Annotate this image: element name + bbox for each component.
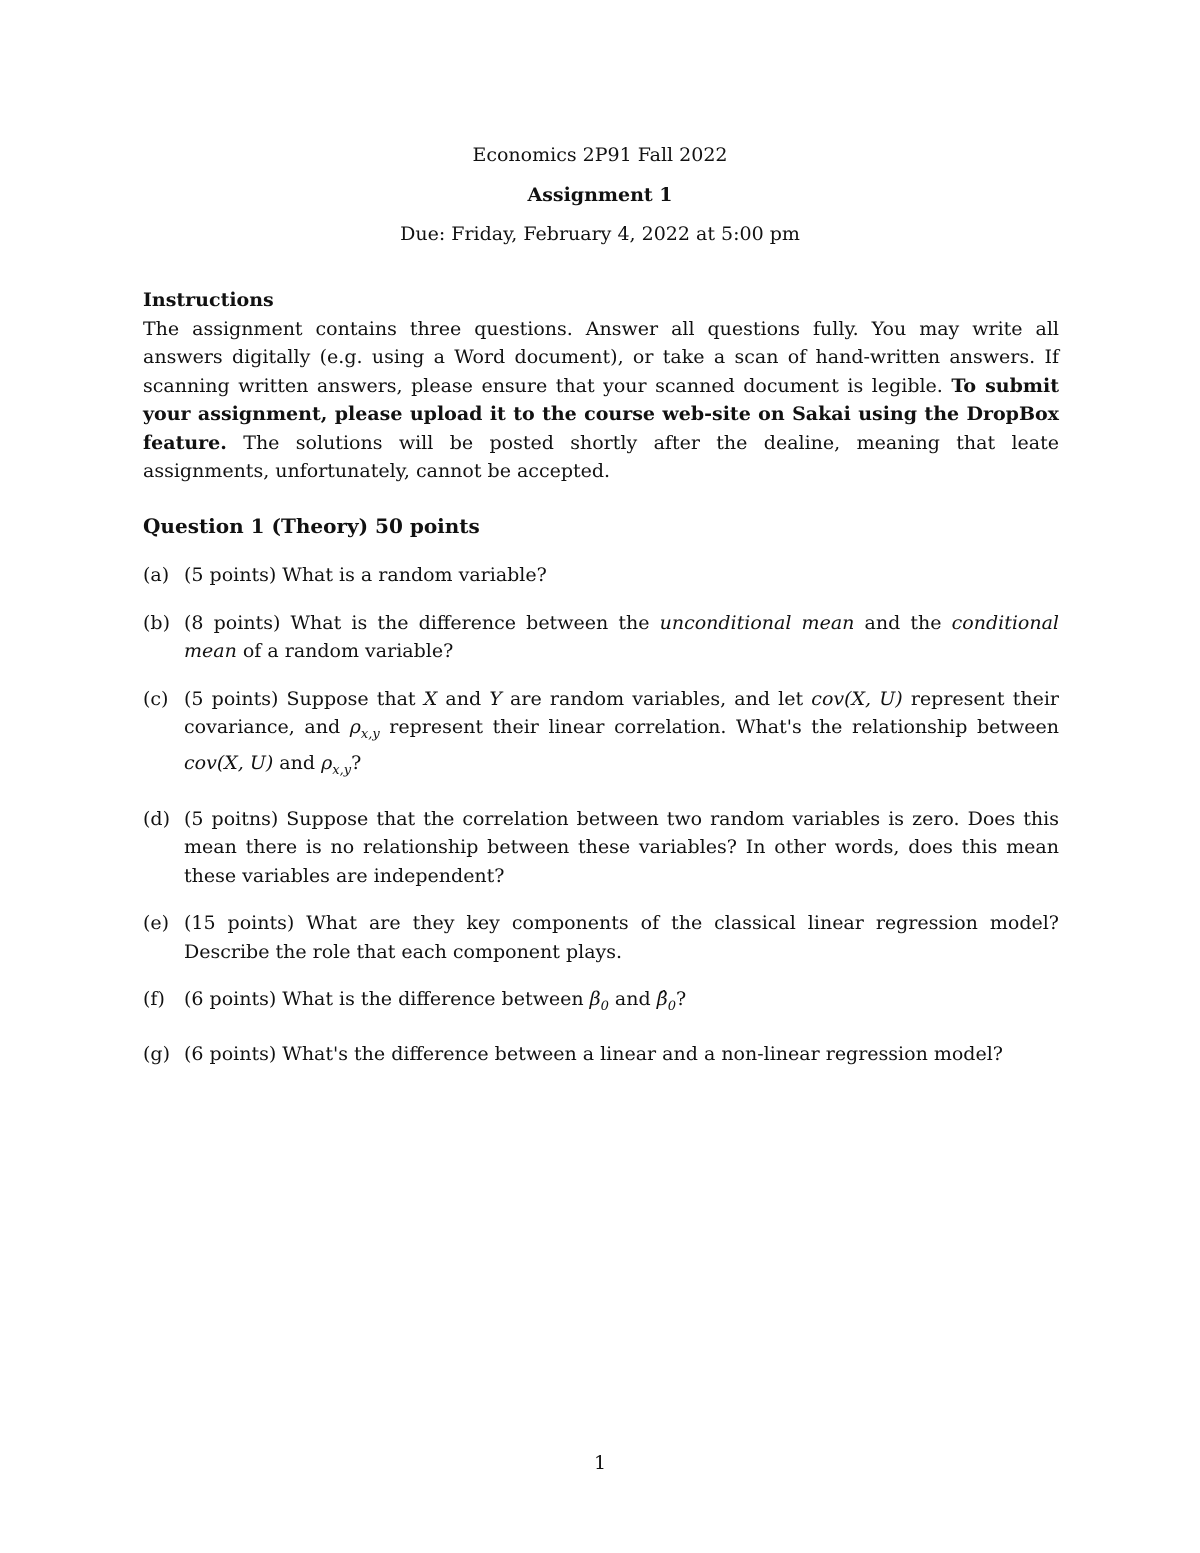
question-item-a — [143, 561, 1059, 590]
item-text-part: ? — [351, 752, 362, 775]
math-subscript: 0 — [600, 998, 609, 1014]
item-label: (c) — [143, 687, 169, 710]
item-text-part: are random variables, and let — [501, 687, 812, 710]
item-label: (f) — [143, 988, 165, 1011]
instructions-body — [143, 315, 1059, 486]
instructions-submit-text: To submit your assignment, please upload it to the course web-site on Sakai using the DropBox feature. — [143, 374, 1060, 454]
item-text — [184, 612, 1059, 663]
due-date: Due: Friday, February 4, 2022 at 5:00 pm — [400, 223, 800, 245]
assignment-title: Assignment 1 — [527, 184, 673, 206]
question-1-list — [143, 561, 1059, 1088]
math-subscript: x,y — [360, 726, 380, 742]
instructions-heading: Instructions — [143, 289, 274, 311]
math-symbol: β — [589, 988, 601, 1011]
question-item-b — [143, 609, 1059, 666]
math-subscript: 0 — [667, 998, 676, 1014]
course-title: Economics 2P91 Fall 2022 — [472, 144, 728, 166]
item-text — [184, 687, 1059, 779]
item-text-part: and — [437, 687, 490, 710]
item-text-part: (5 points) Suppose that — [184, 687, 424, 710]
item-label: (d) — [143, 807, 170, 830]
math-expression: cov(X, U) — [811, 687, 903, 710]
item-text: (5 points) What is a random variable? — [184, 564, 547, 586]
item-text — [184, 988, 687, 1014]
item-label: (b) — [143, 611, 170, 634]
item-text: (5 poitns) Suppose that the correlation between two random variables is zero. Does this mean there is no relationship between these variables? In other words, does this mean these variables are independent? — [184, 807, 1059, 887]
instructions-text-2: The solutions will be posted shortly after the dealine, meaning that leate assignments, unfortunately, cannot be accepted. — [143, 431, 1059, 482]
math-expression: cov(X, U) — [184, 752, 274, 775]
item-text-part: (6 points) What is the difference between — [184, 988, 590, 1011]
item-text: (6 points) What's the difference between a linear and a non-linear regression model? — [184, 1043, 1003, 1066]
item-label: (g) — [143, 1043, 170, 1066]
math-variable: X — [423, 687, 438, 710]
item-text-part: of a random variable? — [236, 640, 454, 662]
question-1-heading: Question 1 (Theory) 50 points — [143, 514, 480, 538]
page-number: 1 — [593, 1452, 607, 1474]
item-text-part: and the — [854, 611, 952, 634]
math-variable: Y — [489, 687, 502, 710]
question-item-d — [143, 805, 1059, 891]
item-text-part: ? — [675, 988, 687, 1011]
item-emphasis: conditional mean — [184, 611, 1060, 662]
question-item-e — [143, 909, 1059, 966]
item-text: (15 points) What are they key components of the classical linear regression model? Describe the role that each component plays. — [184, 912, 1059, 963]
item-label: (e) — [143, 912, 170, 935]
instructions-text-1: The assignment contains three questions. Answer all questions fully. You may write all answers digitally (e.g. using a Word document), or take a scan of hand-written answers. If scanning written answers, please ensure that your scanned document is legible. — [143, 317, 1059, 397]
question-item-c — [143, 685, 1059, 786]
item-label: (a) — [143, 564, 170, 586]
math-symbol: β̂ — [656, 988, 668, 1011]
math-symbol: ρ — [321, 752, 333, 775]
question-item-f — [143, 985, 1059, 1021]
item-emphasis: unconditional mean — [659, 611, 855, 634]
item-text-part: represent their covariance, and — [184, 687, 1059, 738]
item-text-part: and — [273, 752, 322, 775]
item-text-part: (8 points) What is the difference between the — [184, 611, 660, 634]
item-text-part: and — [608, 988, 657, 1011]
math-symbol: ρ — [349, 716, 361, 738]
math-subscript: x,y — [332, 763, 352, 779]
item-text-part: represent their linear correlation. What's the relationship between — [379, 716, 1059, 738]
question-item-g — [143, 1040, 1059, 1069]
instructions-section — [143, 286, 1059, 486]
